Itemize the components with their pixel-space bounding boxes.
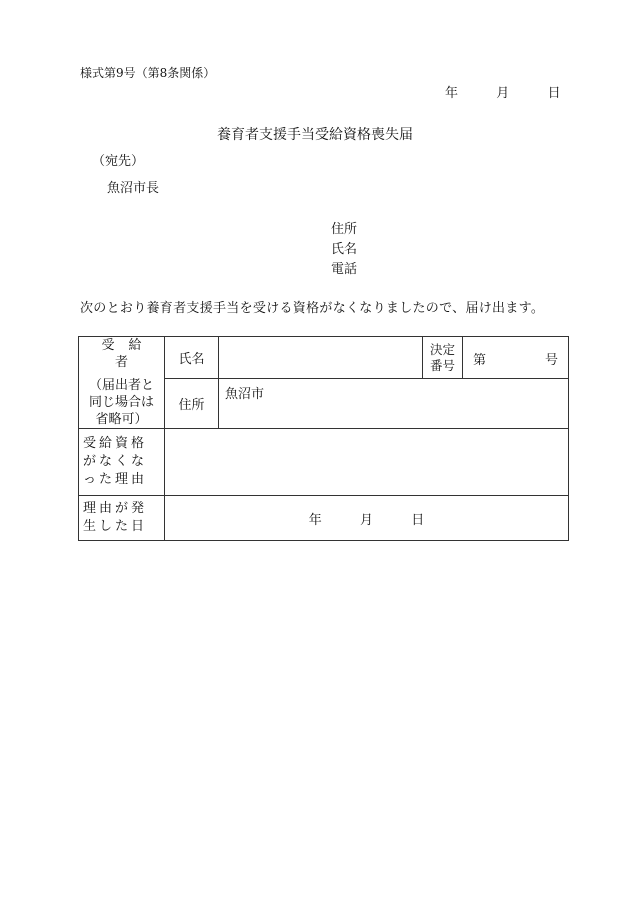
applicant-phone-label: 電話 (331, 262, 358, 277)
address-label: 住所 (165, 379, 219, 429)
document-title: 養育者支援手当受給資格喪失届 (217, 127, 413, 143)
recipient-note-line1: （届出者と (88, 378, 154, 393)
name-label: 氏名 (165, 337, 219, 379)
addressee-heading: （宛先） (92, 154, 145, 169)
occurred-date-field[interactable] (165, 496, 569, 541)
reason-label: 受給資格がなくなった理由 (79, 429, 165, 496)
date-year-label: 年 (445, 86, 459, 101)
applicant-name-label: 氏名 (331, 242, 358, 257)
date-month-label: 月 (496, 86, 510, 101)
address-field[interactable] (219, 379, 569, 429)
recipient-note-line2: 同じ場合は (88, 395, 154, 410)
occurred-year: 年 (308, 512, 322, 528)
name-field[interactable] (219, 337, 423, 379)
decision-number-label (423, 337, 463, 379)
statement-text: 次のとおり養育者支援手当を受ける資格がなくなりましたので、届け出ます。 (80, 301, 545, 316)
decision-prefix: 第 (473, 353, 487, 368)
address-value: 魚沼市 (225, 387, 265, 403)
reason-field[interactable] (165, 429, 569, 496)
decision-label-line1: 決定 (429, 341, 455, 357)
decision-number-field[interactable] (463, 337, 569, 379)
addressee: 魚沼市長 (107, 181, 160, 196)
date-day-label: 日 (547, 86, 561, 101)
occurred-day: 日 (411, 512, 425, 528)
recipient-header-cell (79, 337, 165, 429)
recipient-title: 受給者 (101, 338, 156, 370)
form-table (78, 336, 569, 541)
decision-suffix: 号 (544, 353, 558, 368)
submission-date (445, 82, 561, 101)
decision-label-line2: 番号 (429, 357, 455, 373)
occurred-month: 月 (359, 512, 373, 528)
form-number: 様式第9号（第8条関係） (80, 66, 216, 80)
recipient-note-line3: 省略可） (95, 412, 148, 427)
applicant-address-label: 住所 (331, 222, 358, 237)
occurred-date-label: 理由が発生した日 (79, 496, 165, 541)
